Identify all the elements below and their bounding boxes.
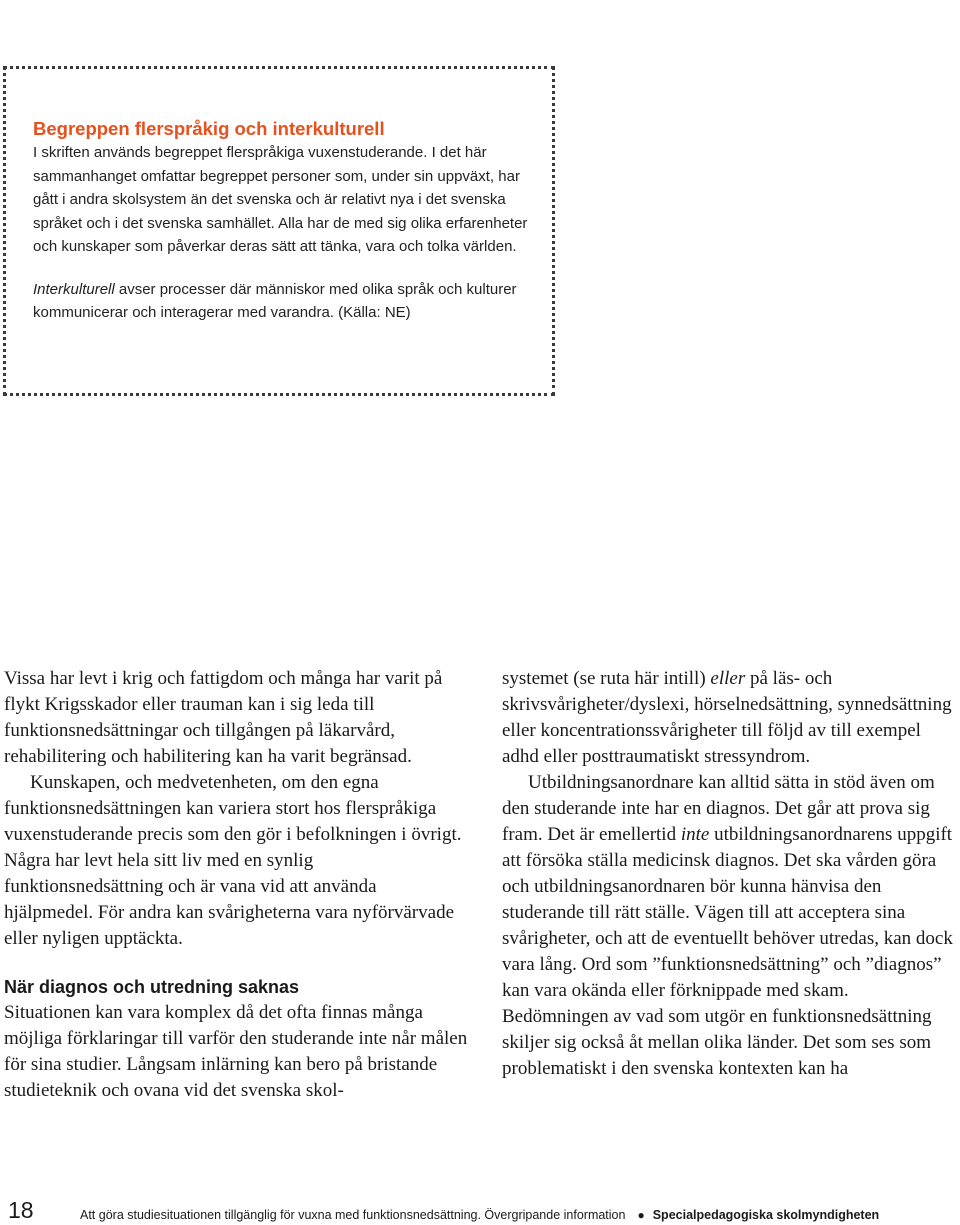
text-run: Utbildningsanordnare kan alltid sätta in stöd även om den studerande inte har en diagnos. Det går att prova sig fram. Det är emellertid [502, 772, 935, 845]
term-interkulturell: Interkulturell [33, 280, 115, 298]
section-heading: När diagnos och utredning saknas [4, 977, 300, 997]
body-paragraph [502, 770, 957, 1082]
emphasis: eller [710, 668, 746, 689]
document-title: Att göra studiesituationen tillgänglig för vuxna med funktionsnedsättning. Övergripande information [80, 1208, 626, 1222]
fact-box-heading: Begreppen flerspråkig och interkulturell [33, 118, 385, 139]
publisher-name: Specialpedagogiska skolmyndigheten [652, 1208, 880, 1222]
fact-box-content [33, 117, 543, 325]
fact-box-paragraph: I skriften används begreppet flerspråkiga vuxenstuderande. I det här sammanhanget omfattar begreppet personer som, under sin uppväxt, har gått i andra skolsystem än det svenska och är relativt nya i det svenska språket och i det svenska samhället. Alla har de med sig olika erfarenheter och kunskaper som påverkar deras sätt att tänka, vara och tolka världen. [33, 144, 528, 255]
left-column [4, 666, 469, 1104]
emphasis: inte [680, 824, 710, 845]
body-paragraph: Situationen kan vara komplex då det ofta finnas många möjliga förklaringar till varför den studerande inte når målen för sina studier. Långsam inlärning kan bero på bristande studieteknik och ovana vid det svenska skol- [4, 1002, 468, 1101]
text-run: utbildningsanordnarens uppgift att försöka ställa medicinsk diagnos. Det ska vården göra och utbildningsanordnaren bör kunna hänvisa den studerande till rätt ställe. Vägen till att acceptera sina svårigheter, och att de eventuellt behöver utredas, kan dock vara lång. Ord som ”funktionsnedsättning” och ”diagnos” kan vara okända eller förknippade med skam. Bedömningen av vad som utgör en funktionsnedsättning skiljer sig också åt mellan olika länder. Det som ses som problematiskt i den svenska kontexten kan ha [502, 824, 953, 1079]
fact-box [3, 66, 555, 396]
bullet-icon: ● [637, 1208, 645, 1222]
fact-box-paragraph [33, 278, 543, 325]
page-number: 18 [8, 1197, 34, 1223]
body-paragraph [502, 666, 957, 770]
footer-line [80, 1208, 879, 1222]
term-definition: avser processer där människor med olika språk och kulturer kommunicerar och interagerar med varandra. (Källa: NE) [33, 280, 517, 321]
body-paragraph: Vissa har levt i krig och fattigdom och många har varit på flykt Krigsskador eller trauman kan i sig leda till funktionsnedsättningar och tillgången på läkarvård, rehabilitering och habilitering kan ha varit begränsad. [4, 668, 443, 767]
right-column [502, 666, 957, 1082]
text-run: systemet (se ruta här intill) [502, 668, 711, 689]
body-paragraph: Kunskapen, och medvetenheten, om den egna funktionsnedsättningen kan variera stort hos flerspråkiga vuxenstuderande precis som den gör i befolkningen i övrigt. Några har levt hela sitt liv med en synlig funktionsnedsättning och är vana vid att använda hjälpmedel. För andra kan svårigheterna vara nyförvärvade eller nyligen upptäckta. [4, 772, 462, 949]
page-footer [0, 1196, 960, 1225]
text-run: på läs- och skrivsvårigheter/dyslexi, hörselnedsättning, synnedsättning eller koncentrationssvårigheter till följd av till exempel adhd eller posttraumatiskt stressyndrom. [502, 668, 952, 767]
